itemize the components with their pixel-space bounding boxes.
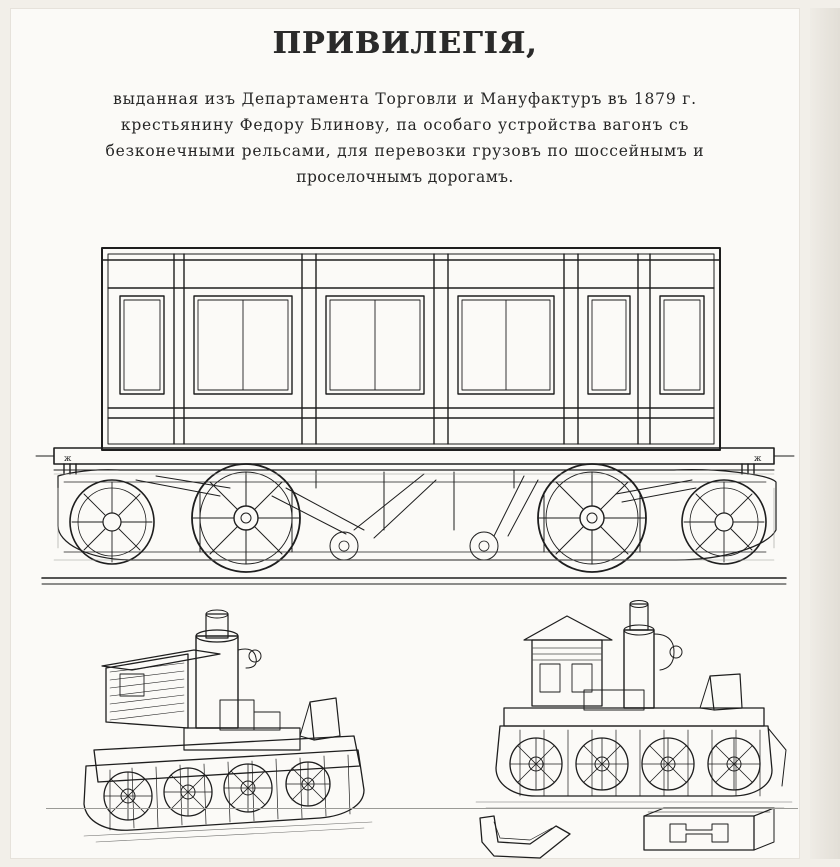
wagon-wheel-1 xyxy=(192,464,300,572)
wagon-wheel-2 xyxy=(538,464,646,572)
track-link-detail xyxy=(644,808,774,850)
patent-drawing xyxy=(24,230,806,860)
paper-content xyxy=(10,8,800,859)
tracked-locomotive-right xyxy=(476,601,792,809)
paper-edge-shadow xyxy=(810,8,840,859)
section-divider xyxy=(46,808,798,809)
wagon-wheel-front xyxy=(70,480,154,564)
loco-left-wheels xyxy=(104,762,330,820)
figures-area xyxy=(24,230,806,860)
page-title: ПРИВИЛЕГІЯ, xyxy=(272,26,538,61)
wagon-wheel-rear xyxy=(682,480,766,564)
preamble-line-1: выданная изъ Департамента Торговли и Мануфактуръ въ 1879 г. xyxy=(113,90,697,108)
preamble-line-2: крестьянину Федору Блинову, па особаго устройства вагонъ съ xyxy=(120,116,690,134)
loco-right-wheels xyxy=(510,738,760,790)
svg-text:ж: ж xyxy=(64,454,72,463)
wagon-on-endless-rails xyxy=(36,248,794,584)
preamble-line-4: проселочнымъ дорогамъ. xyxy=(296,168,514,186)
track-shoe-detail xyxy=(480,816,570,858)
svg-text:ж: ж xyxy=(754,454,762,463)
preamble-text xyxy=(52,86,758,190)
preamble-line-3: безконечными рельсами, для перевозки грузовъ по шоссейнымъ и xyxy=(105,142,705,160)
